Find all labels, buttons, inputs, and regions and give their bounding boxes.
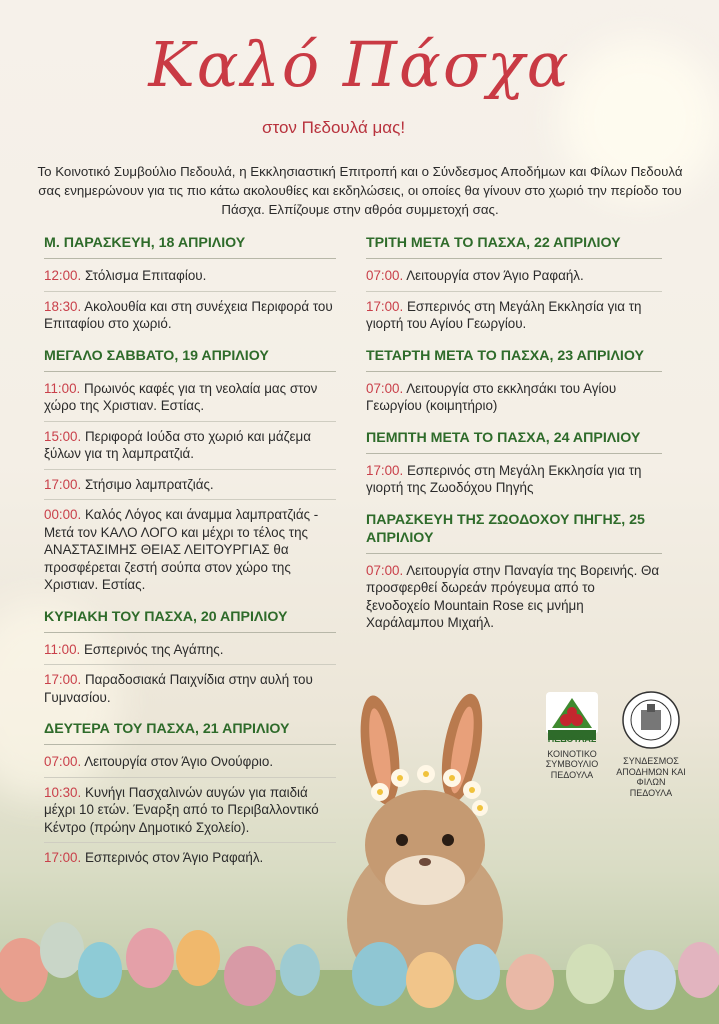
- event-time: 07:00.: [44, 754, 82, 769]
- event-item: [366, 462, 662, 503]
- event-description: Εσπερινός στη Μεγάλη Εκκλησία για τη γιορτή του Αγίου Γεωργίου.: [366, 298, 642, 331]
- event-time: 17:00.: [366, 462, 404, 478]
- schedule-section: [366, 509, 662, 638]
- event-item: [44, 506, 336, 600]
- day-heading: ΔΕΥΤΕΡΑ ΤΟΥ ΠΑΣΧΑ, 21 ΑΠΡΙΛΙΟΥ: [44, 718, 336, 745]
- event-description: Λειτουργία στο εκκλησάκι του Αγίου Γεωργίου (κοιμητήριο): [366, 380, 617, 413]
- event-time: 07:00.: [366, 380, 404, 396]
- event-description: Κυνήγι Πασχαλινών αυγών για παιδιά μέχρι 10 ετών. Έναρξη από το Περιβαλλοντικό Κέντρο (πρώην Δημοτικό Σχολείο).: [44, 784, 319, 835]
- day-heading: ΠΑΡΑΣΚΕΥΗ ΤΗΣ ΖΩΟΔΟΧΟΥ ΠΗΓΗΣ, 25 ΑΠΡΙΛΙΟΥ: [366, 509, 662, 554]
- event-description: Εσπερινός στη Μεγάλη Εκκλησία για τη γιορτή της Ζωοδόχου Πηγής: [366, 462, 642, 495]
- event-time: 17:00.: [366, 298, 404, 314]
- event-time: 11:00.: [44, 641, 81, 657]
- schedule-right-column: [366, 232, 662, 644]
- day-heading: ΤΕΤΑΡΤΗ ΜΕΤΑ ΤΟ ΠΑΣΧΑ, 23 ΑΠΡΙΛΙΟΥ: [366, 345, 662, 372]
- event-item: [44, 753, 336, 778]
- association-caption: ΣΥΝΔΕΣΜΟΣ ΑΠΟΔΗΜΩΝ ΚΑΙ ΦΙΛΩΝ ΠΕΔΟΥΛΑ: [616, 756, 686, 798]
- event-item: [44, 641, 336, 666]
- event-time: 18:30.: [44, 298, 82, 314]
- event-time: 07:00.: [366, 268, 404, 283]
- event-description: Πρωινός καφές για τη νεολαία μας στον χώρο της Χριστιαν. Εστίας.: [44, 380, 318, 413]
- schedule-left-column: [44, 232, 336, 879]
- schedule-section: [366, 427, 662, 503]
- schedule-section: [44, 345, 336, 600]
- event-time: 07:00.: [366, 562, 404, 578]
- event-item: [366, 380, 662, 421]
- event-item: [44, 671, 336, 712]
- event-time: 10:30.: [44, 784, 82, 800]
- association-seal-icon: [621, 690, 681, 750]
- event-description: Λειτουργία στην Παναγία της Βορεινής. Θα προσφερθεί δωρεάν πρόγευμα από το ξενοδοχείο Mountain Rose εις μνήμη Χαράλαμπου Μιχαήλ.: [366, 562, 660, 630]
- page-subtitle: στον Πεδουλά μας!: [262, 118, 406, 137]
- day-heading: ΤΡΙΤΗ ΜΕΤΑ ΤΟ ΠΑΣΧΑ, 22 ΑΠΡΙΛΙΟΥ: [366, 232, 662, 259]
- event-description: Ακολουθία και στη συνέχεια Περιφορά του Επιταφίου στο χωριό.: [44, 298, 333, 331]
- event-time: 12:00.: [44, 268, 82, 283]
- easter-eggs-decoration: [0, 900, 719, 1024]
- council-brand: ΠΕΔΟΥΛΑΣ: [547, 734, 597, 744]
- event-description: Στήσιμο λαμπρατζιάς.: [81, 476, 214, 492]
- schedule-section: [44, 232, 336, 339]
- event-description: Λειτουργία στον Άγιο Ονούφριο.: [81, 754, 274, 769]
- day-heading: ΠΕΜΠΤΗ ΜΕΤΑ ΤΟ ΠΑΣΧΑ, 24 ΑΠΡΙΛΙΟΥ: [366, 427, 662, 454]
- event-description: Παραδοσιακά Παιχνίδια στην αυλή του Γυμνασίου.: [44, 672, 313, 705]
- event-time: 15:00.: [44, 428, 82, 444]
- association-logo: [616, 690, 686, 798]
- event-description: Περιφορά Ιούδα στο χωριό και μάζεμα ξύλων για τη λαμπρατζιά.: [44, 428, 311, 461]
- event-item: [44, 849, 336, 873]
- day-heading: ΚΥΡΙΑΚΗ ΤΟΥ ΠΑΣΧΑ, 20 ΑΠΡΙΛΙΟΥ: [44, 606, 336, 633]
- event-item: [44, 267, 336, 292]
- event-time: 00:00.: [44, 507, 82, 522]
- schedule-section: [366, 232, 662, 339]
- event-item: [366, 562, 662, 638]
- council-logo: [544, 690, 600, 780]
- event-description: Εσπερινός της Αγάπης.: [80, 641, 224, 657]
- day-heading: ΜΕΓΑΛΟ ΣΑΒΒΑΤΟ, 19 ΑΠΡΙΛΙΟΥ: [44, 345, 336, 372]
- event-time: 17:00.: [44, 850, 82, 865]
- event-time: 17:00.: [44, 476, 82, 492]
- event-description: Στόλισμα Επιταφίου.: [81, 268, 207, 283]
- event-description: Εσπερινός στον Άγιο Ραφαήλ.: [81, 850, 264, 865]
- page-title: Καλό Πάσχα: [148, 28, 571, 101]
- day-heading: Μ. ΠΑΡΑΣΚΕΥΗ, 18 ΑΠΡΙΛΙΟΥ: [44, 232, 336, 259]
- event-time: 17:00.: [44, 672, 82, 687]
- schedule-section: [44, 718, 336, 873]
- event-item: [366, 267, 662, 292]
- intro-text: Το Κοινοτικό Συμβούλιο Πεδουλά, η Εκκλησιαστική Επιτροπή και ο Σύνδεσμος Αποδήμων και Φίλων Πεδουλά σας ενημερώνουν για τις πιο κάτω ακολουθίες και εκδηλώσεις, οι οποίες θα γίνουν στο χωριό την περίοδο του Πάσχα. Ελπίζουμε στην αθρόα συμμετοχή σας.: [37, 164, 683, 217]
- event-description: Λειτουργία στον Άγιο Ραφαήλ.: [403, 268, 584, 283]
- event-time: 11:00.: [44, 380, 81, 396]
- council-caption: ΚΟΙΝΟΤΙΚΟ ΣΥΜΒΟΥΛΙΟ ΠΕΔΟΥΛΑ: [545, 748, 599, 780]
- event-description: Καλός Λόγος και άναμμα λαμπρατζιάς - Μετά τον ΚΑΛΟ ΛΟΓΟ και μέχρι το τέλος της ΑΝΑΣΤΑΣΙΜΗΣ ΘΕΙΑΣ ΛΕΙΤΟΥΡΓΙΑΣ θα προσφέρεται ζεστή σούπα στον χώρο της Χριστιαν. Εστίας.: [44, 507, 319, 592]
- event-item: [366, 298, 662, 339]
- schedule-section: [44, 606, 336, 713]
- event-item: [44, 476, 336, 501]
- schedule-section: [366, 345, 662, 421]
- event-item: [44, 298, 336, 339]
- event-item: [44, 428, 336, 470]
- event-item: [44, 784, 336, 844]
- event-item: [44, 380, 336, 422]
